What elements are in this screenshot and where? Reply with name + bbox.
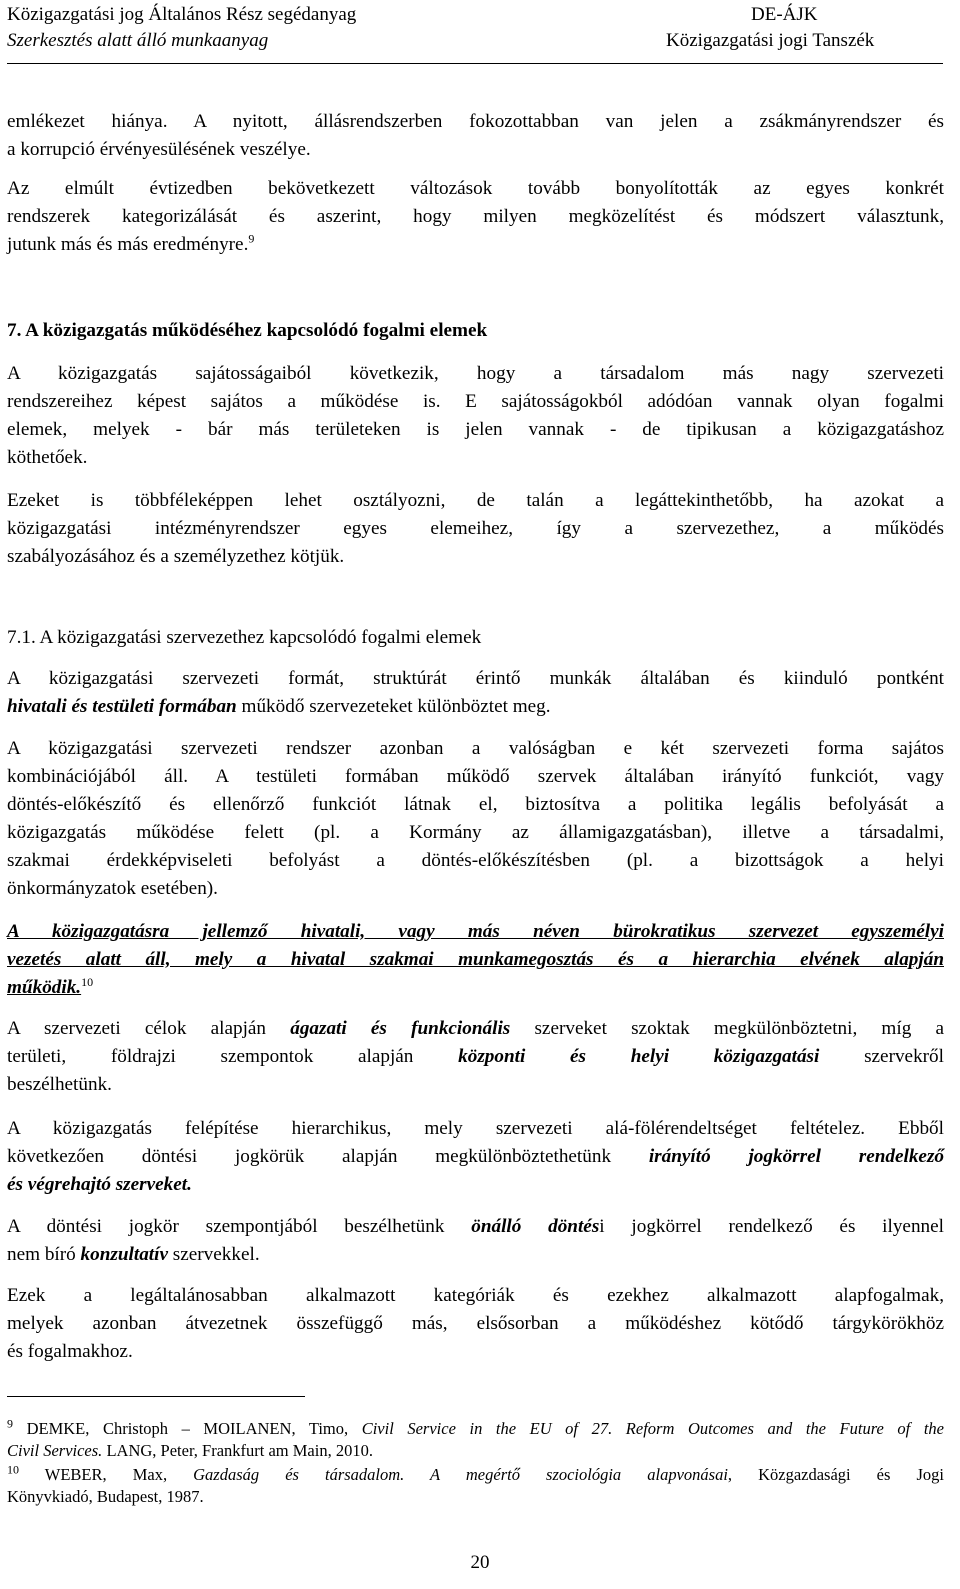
paragraph: Ezeket is többféleképpen lehet osztályozni, de talán a legáttekinthetőbb, ha azokat a közigazgatási intézményrendszer egyes elemeihez, így a szervezethez, a működés szabályozásához és a személyzethez kötjük. bbox=[7, 490, 944, 567]
footnote-ref[interactable]: 9 bbox=[248, 231, 255, 246]
paragraph: A közigazgatási szervezeti formát, struktúrát érintő munkák általában és kiinduló pontként hivatali és testületi formában működő szervezeteket különböztet meg. bbox=[7, 668, 944, 717]
header-department: Közigazgatási jogi Tanszék bbox=[666, 30, 875, 51]
section-heading: 7. A közigazgatás működéséhez kapcsolódó fogalmi elemek bbox=[7, 320, 488, 341]
paragraph: A közigazgatás felépítése hierarchikus, mely szervezeti alá-fölérendeltséget feltételez. Ebből következően döntési jogkörük alapján megkülönböztethetünk irányító jogkörrel rendelkező és végrehajtó szerveket. bbox=[7, 1118, 944, 1195]
footnote-9: $^9$ DEMKE, Christoph – MOILANEN, Timo, Civil Service in the EU of 27. Reform Outcomes and the Future of the Civil Services. LANG, Peter, Frankfurt am Main, 2010. bbox=[7, 1416, 944, 1460]
footnote-separator bbox=[7, 1396, 305, 1397]
header-faculty: DE-ÁJK bbox=[751, 4, 818, 25]
header-subtitle: Szerkesztés alatt álló munkaanyag bbox=[7, 30, 269, 51]
paragraph: A döntési jogkör szempontjából beszélhetünk önálló döntési jogkörrel rendelkező és ilyennel nem bíró konzultatív szervekkel. bbox=[7, 1216, 944, 1265]
footnote-number: 9 bbox=[7, 1416, 13, 1431]
paragraph: A közigazgatás sajátosságaiból következik, hogy a társadalom más nagy szervezeti rendszereihez képest sajátos a működése is. E sajátosságokból adódóan vannak olyan fogalmi elemek, melyek - bár más területeken is jelen vannak - de tipikusan a közigazgatáshoz köthetőek. bbox=[7, 363, 944, 468]
header-rule bbox=[7, 63, 943, 64]
footnote-10: $^{10}$ WEBER, Max, Gazdaság és társadalom. A megértő szociológia alapvonásai, Közgazdasági és Jogi Könyvkiadó, Budapest, 1987. bbox=[7, 1462, 944, 1506]
emphasis: hivatali és testületi formában bbox=[7, 696, 237, 717]
subsection-heading: 7.1. A közigazgatási szervezethez kapcsolódó fogalmi elemek bbox=[7, 627, 482, 648]
paragraph: Az elmúlt évtizedben bekövetkezett változások tovább bonyolították az egyes konkrét rendszerek kategorizálását és aszerint, hogy milyen megközelítést és módszert választunk, jutunk más és más eredményre.$^9$ bbox=[7, 178, 944, 255]
paragraph: Ezek a legáltalánosabban alkalmazott kategóriák és ezekhez alkalmazott alapfogalmak, melyek azonban átvezetnek összefüggő más, elsősorban a működéshez kötődő tárgykörökhöz és fogalmakhoz. bbox=[7, 1285, 944, 1362]
page-number: 20 bbox=[470, 1552, 490, 1573]
emphasized-paragraph: A közigazgatásra jellemző hivatali, vagy más néven bürokratikus szervezet egyszemélyi vezetés alatt áll, mely a hivatal szakmai munkamegosztás és a hierarchia elvének alapján működik.$^{10}$ bbox=[7, 921, 944, 998]
paragraph: emlékezet hiánya. A nyitott, állásrendszerben fokozottabban van jelen a zsákmányrendszer és a korrupció érvényesülésének veszélye. bbox=[7, 111, 944, 160]
paragraph: A közigazgatási szervezeti rendszer azonban a valóságban e két szervezeti forma sajátos kombinációjából áll. A testületi formában működő szervek általában irányító funkciót, vagy döntés-előkészítő és ellenőrző funkciót látnak el, biztosítva a politika legális befolyását a közigazgatás működése felett (pl. a Kormány az államigazgatásban), illetve a társadalmi, szakmai érdekképviseleti befolyást a döntés-előkészítésben (pl. a bizottságok a helyi önkormányzatok esetében). bbox=[7, 738, 944, 899]
paragraph: A szervezeti célok alapján ágazati és funkcionális szerveket szoktak megkülönböztetni, míg a területi, földrajzi szempontok alapján központi és helyi közigazgatási szervekről beszélhetünk. bbox=[7, 1018, 944, 1095]
footnote-number: 10 bbox=[7, 1462, 19, 1477]
header-title: Közigazgatási jog Általános Rész segédanyag bbox=[7, 4, 357, 25]
